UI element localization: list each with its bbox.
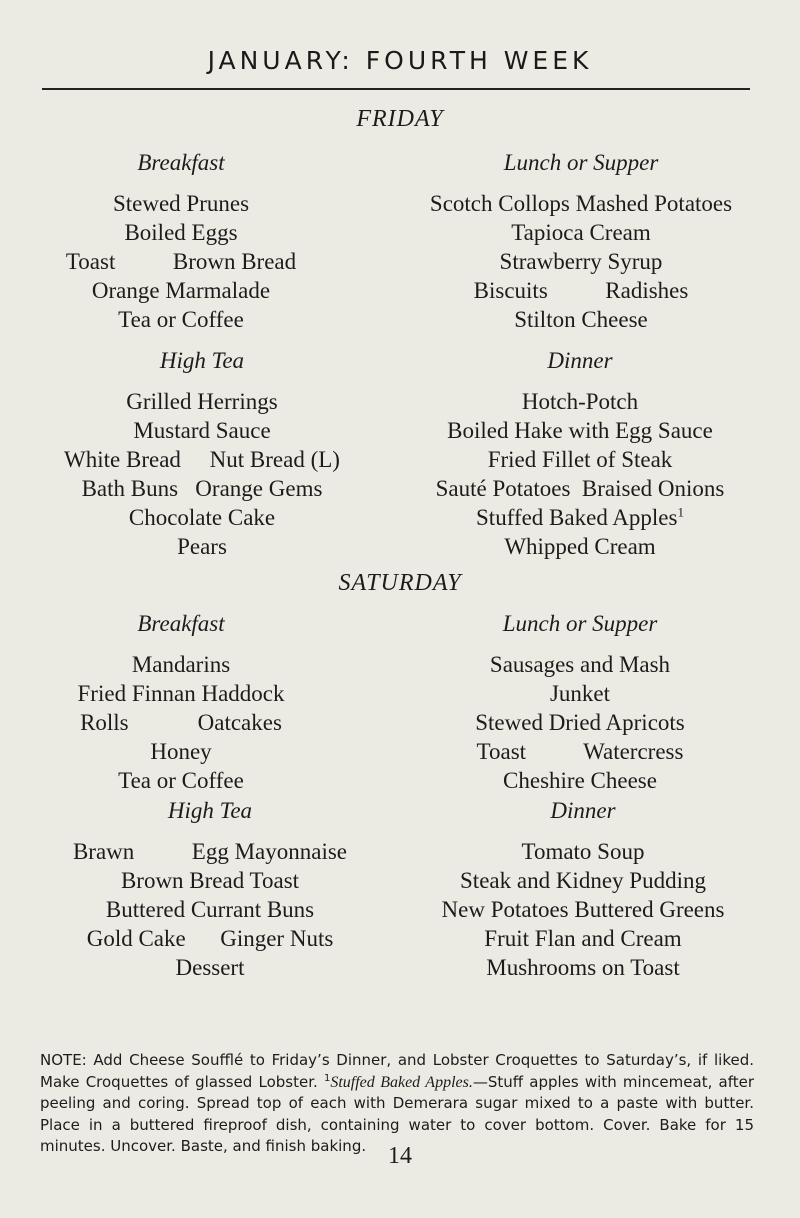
menu-item: Stewed Prunes [112,191,250,216]
saturday-breakfast [22,609,340,795]
menu-item [392,503,768,532]
menu-item: Hotch-Potch [521,389,639,414]
meal-heading: Lunch or Supper [503,150,659,175]
friday-lunch [398,148,764,334]
menu-item: Junket [549,681,611,706]
day-title-saturday: SATURDAY [338,570,462,596]
saturday-lunch [410,609,750,795]
menu-item: Dessert [175,955,245,980]
menu-item: Cheshire Cheese [503,768,657,793]
friday-dinner [392,346,768,561]
menu-item: Strawberry Syrup [499,249,663,274]
menu-item: Tapioca Cream [511,220,651,245]
menu-item: Buttered Currant Buns [105,897,315,922]
menu-item: Scotch Collops Mashed Potatoes [429,191,733,216]
menu-item: Bath Buns Orange Gems [81,476,323,501]
menu-item: Stewed Dried Apricots [475,710,685,735]
menu-item: Orange Marmalade [91,278,271,303]
menu-item-text: Stuffed Baked Apples [476,505,678,530]
menu-item: Biscuits Radishes [473,278,689,303]
menu-item: Sausages and Mash [489,652,671,677]
menu-item: Mustard Sauce [133,418,271,443]
menu-item: Stilton Cheese [514,307,648,332]
menu-item: Sauté Potatoes Braised Onions [435,476,725,501]
friday-breakfast [22,148,340,334]
menu-item: Fried Finnan Haddock [77,681,285,706]
menu-item: Boiled Hake with Egg Sauce [447,418,713,443]
footnote-marker: 1 [677,504,684,520]
note-lead: NOTE: Add Cheese Soufflé to Friday’s Dinner, and Lobster Croquettes to Saturday’s, if liked. Make Croquettes of glassed Lobster. [40,1051,754,1091]
day-title-friday: FRIDAY [356,106,444,132]
menu-item: White Bread Nut Bread (L) [64,447,340,472]
page-header: JANUARY: FOURTH WEEK [207,46,593,75]
menu-item: Toast Watercress [476,739,684,764]
menu-item: Mandarins [131,652,231,677]
note-title: Stuffed Baked Apples. [330,1073,473,1091]
menu-item: Rolls Oatcakes [80,710,282,735]
friday-high-tea [14,346,390,561]
menu-item: New Potatoes Buttered Greens [441,897,725,922]
meal-heading: Dinner [547,348,613,373]
menu-item: Tea or Coffee [118,768,244,793]
menu-item: Grilled Herrings [126,389,278,414]
note-marker: 1 [323,1072,331,1084]
meal-heading: Breakfast [137,611,225,636]
menu-item: Gold Cake Ginger Nuts [86,926,334,951]
menu-item: Steak and Kidney Pudding [460,868,706,893]
menu-item: Toast Brown Bread [65,249,297,274]
meal-heading: Lunch or Supper [502,611,658,636]
meal-heading: Dinner [550,798,616,823]
header-rule [42,88,750,90]
menu-item: Honey [150,739,212,764]
menu-item: Pears [177,534,227,559]
menu-item: Brown Bread Toast [120,868,300,893]
meal-heading: Breakfast [137,150,225,175]
saturday-high-tea [20,796,400,982]
menu-item: Fruit Flan and Cream [484,926,682,951]
menu-item: Tomato Soup [521,839,645,864]
menu-item: Brawn Egg Mayonnaise [72,839,348,864]
footnote-paragraph [40,1050,754,1158]
menu-item: Whipped Cream [504,534,656,559]
page-number: 14 [388,1143,412,1169]
saturday-dinner [398,796,768,982]
meal-heading: High Tea [159,348,245,373]
menu-item: Mushrooms on Toast [486,955,680,980]
menu-item: Fried Fillet of Steak [487,447,673,472]
menu-item: Chocolate Cake [128,505,276,530]
menu-item: Tea or Coffee [118,307,244,332]
note-body: —Stuff apples with mincemeat, after peeling and coring. Spread top of each with Demerara sugar mixed to a paste with butter. Place in a buttered fireproof dish, containing water to cover bottom. Cover. Bake for 15 minutes. Uncover. Baste, and finish baking. [40,1072,755,1155]
meal-heading: High Tea [167,798,253,823]
menu-item: Boiled Eggs [124,220,238,245]
